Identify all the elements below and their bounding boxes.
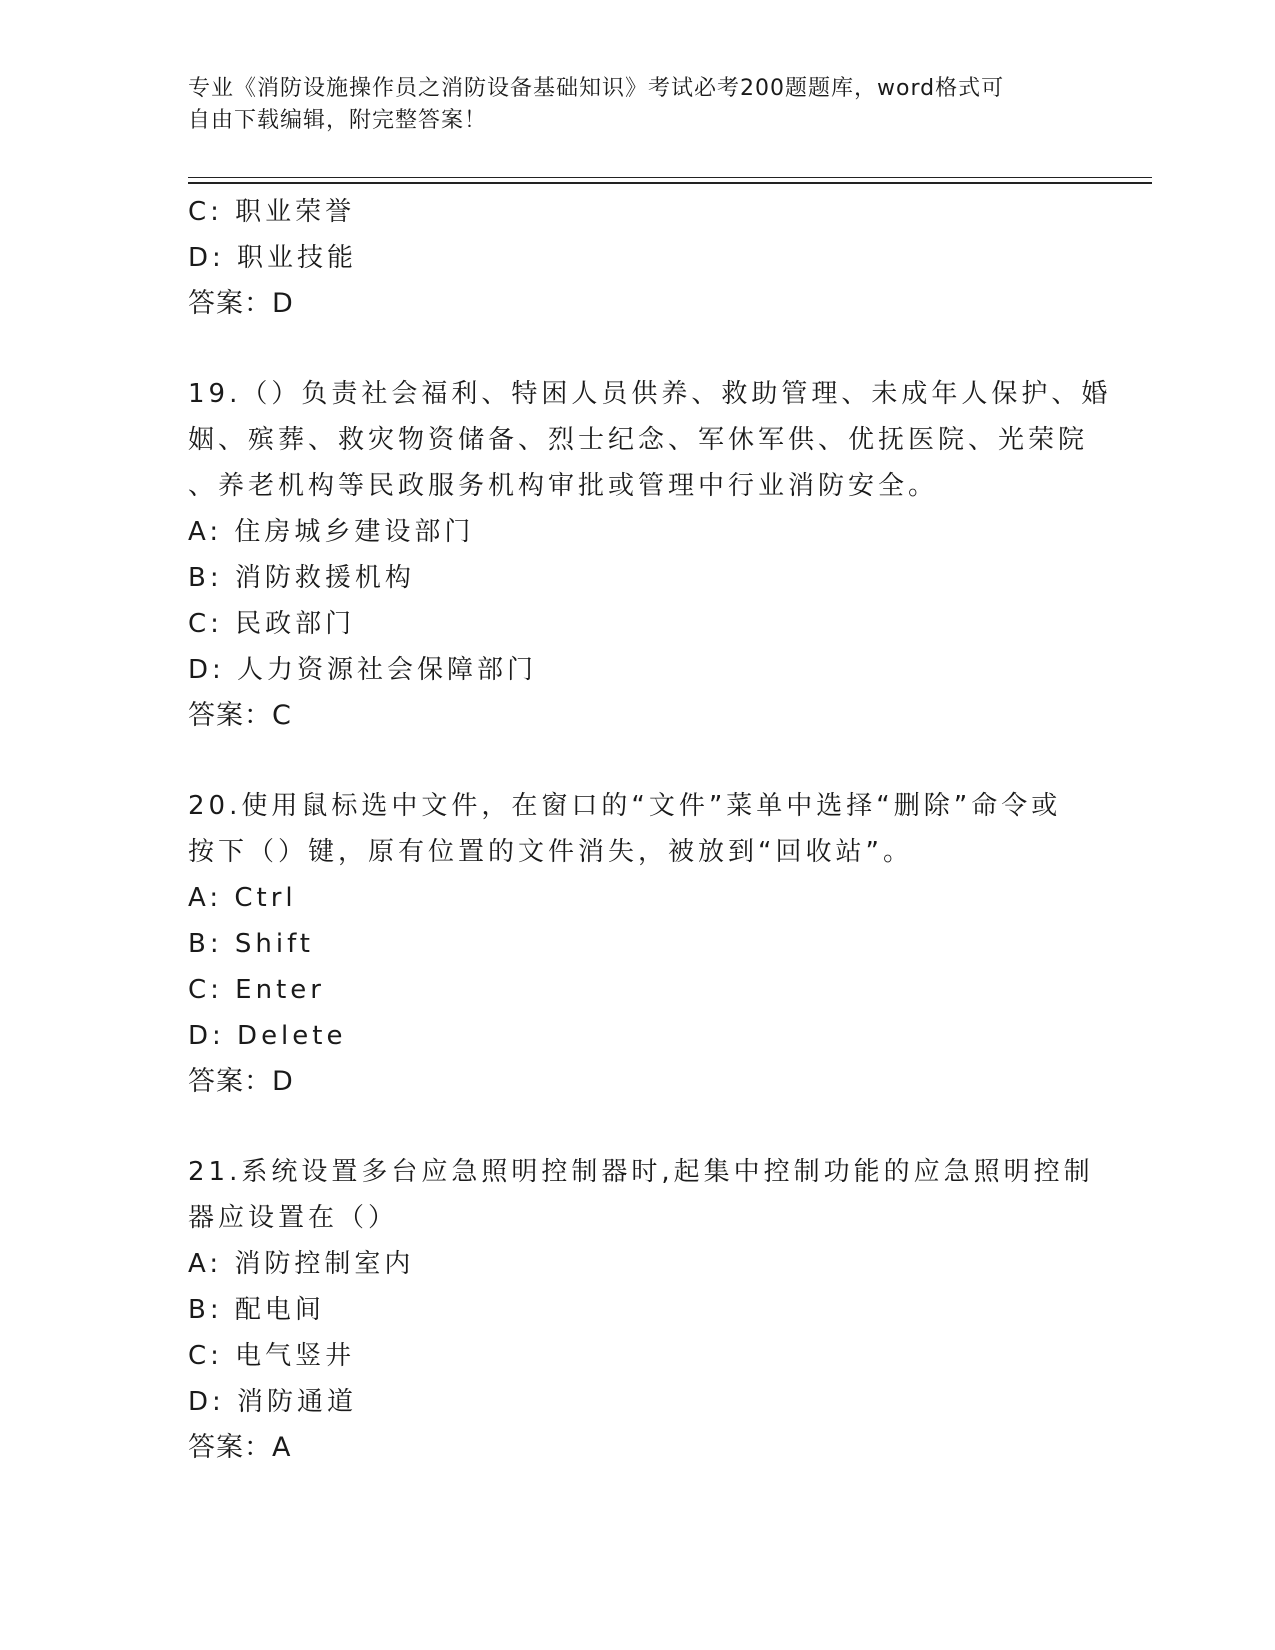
question-text-line: 器应设置在（） xyxy=(188,1203,399,1233)
answer-line: 答案：D xyxy=(188,288,294,319)
question-text-line: 按下（）键，原有位置的文件消失，被放到“回收站”。 xyxy=(188,837,913,867)
answer-line: 答案：D xyxy=(188,1066,294,1097)
option-b: B: Shift xyxy=(188,929,314,959)
option-c: C: Enter xyxy=(188,975,325,1005)
option-d: D: 消防通道 xyxy=(188,1387,358,1417)
answer-line: 答案：C xyxy=(188,700,292,731)
header-divider-bottom xyxy=(188,182,1152,184)
option-d: D: 人力资源社会保障部门 xyxy=(188,655,538,685)
document-header xyxy=(188,73,1068,137)
document-body xyxy=(188,189,1112,1471)
option-a: A: 消防控制室内 xyxy=(188,1249,415,1279)
question-text-line: 21.系统设置多台应急照明控制器时,起集中控制功能的应急照明控制 xyxy=(188,1157,1094,1187)
header-line-2: 自由下载编辑，附完整答案！ xyxy=(188,108,488,133)
option-c: C: 职业荣誉 xyxy=(188,197,356,227)
question-text-line: 19.（）负责社会福利、特困人员供养、救助管理、未成年人保护、婚 xyxy=(188,379,1112,409)
option-b: B: 配电间 xyxy=(188,1295,325,1325)
question-20 xyxy=(188,783,1088,1105)
question-text-line: 姻、殡葬、救灾物资储备、烈士纪念、军休军供、优抚医院、光荣院 xyxy=(188,425,1089,455)
option-a: A: Ctrl xyxy=(188,883,297,913)
header-divider-top xyxy=(188,177,1152,178)
answer-line: 答案：A xyxy=(188,1432,292,1463)
spacer xyxy=(188,1105,1088,1149)
question-19 xyxy=(188,371,1112,739)
spacer xyxy=(188,327,1088,371)
header-line-1: 专业《消防设施操作员之消防设备基础知识》考试必考200题题库，word格式可 xyxy=(188,76,1005,101)
option-c: C: 民政部门 xyxy=(188,609,356,639)
question-18-tail xyxy=(188,189,1088,327)
option-c: C: 电气竖井 xyxy=(188,1341,356,1371)
question-21 xyxy=(188,1149,1094,1471)
option-d: D: Delete xyxy=(188,1021,347,1051)
question-text-line: 20.使用鼠标选中文件，在窗口的“文件”菜单中选择“删除”命令或 xyxy=(188,791,1062,821)
option-b: B: 消防救援机构 xyxy=(188,563,415,593)
option-a: A: 住房城乡建设部门 xyxy=(188,517,475,547)
option-d: D: 职业技能 xyxy=(188,243,358,273)
spacer xyxy=(188,739,1088,783)
question-text-line: 、养老机构等民政服务机构审批或管理中行业消防安全。 xyxy=(188,471,939,501)
